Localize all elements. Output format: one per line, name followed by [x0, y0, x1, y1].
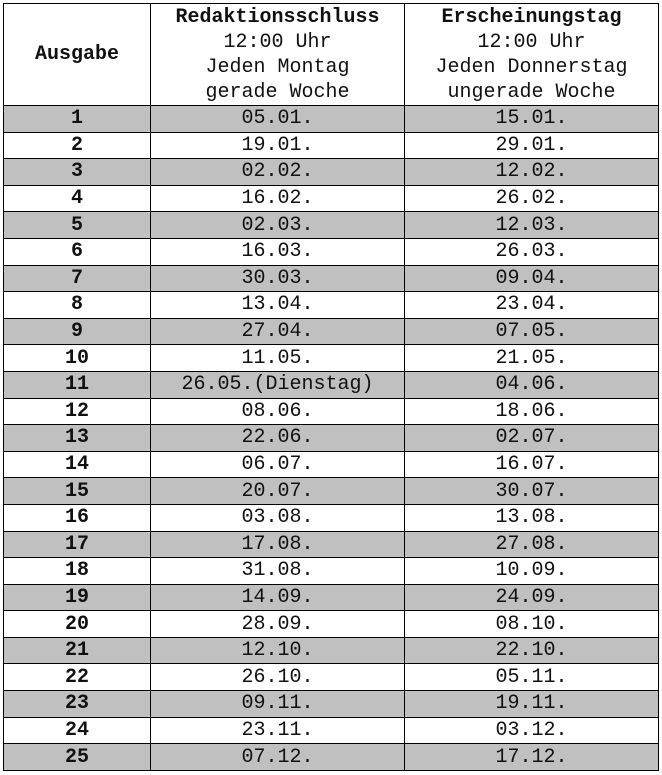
release-date-cell: 09.04.	[405, 265, 659, 292]
release-date-cell: 30.07.	[405, 478, 659, 505]
release-date-cell: 08.10.	[405, 611, 659, 638]
table-row	[4, 371, 659, 398]
issue-number-cell: 25	[4, 744, 151, 771]
deadline-cell: 20.07.	[151, 478, 405, 505]
release-date-cell: 27.08.	[405, 531, 659, 558]
release-date-cell: 13.08.	[405, 504, 659, 531]
deadline-cell: 19.01.	[151, 132, 405, 159]
table-row	[4, 159, 659, 186]
table-row	[4, 691, 659, 718]
issue-number-cell: 20	[4, 611, 151, 638]
table-row	[4, 398, 659, 425]
release-date-cell: 04.06.	[405, 371, 659, 398]
release-date-cell: 26.03.	[405, 238, 659, 265]
header-ausgabe	[4, 4, 151, 106]
issue-number-cell: 6	[4, 238, 151, 265]
release-date-cell: 29.01.	[405, 132, 659, 159]
release-date-cell: 24.09.	[405, 584, 659, 611]
release-date-cell: 19.11.	[405, 691, 659, 718]
deadline-cell: 26.05.(Dienstag)	[151, 371, 405, 398]
deadline-cell: 03.08.	[151, 504, 405, 531]
release-date-cell: 23.04.	[405, 292, 659, 319]
header-erscheinungstag-title: Erscheinungstag	[441, 5, 622, 29]
table-row	[4, 717, 659, 744]
deadline-cell: 16.02.	[151, 185, 405, 212]
header-redaktionsschluss-time: 12:00 Uhr	[223, 30, 332, 54]
deadline-cell: 12.10.	[151, 637, 405, 664]
table-row	[4, 611, 659, 638]
deadline-cell: 11.05.	[151, 345, 405, 372]
table-row	[4, 478, 659, 505]
release-date-cell: 16.07.	[405, 451, 659, 478]
deadline-cell: 27.04.	[151, 318, 405, 345]
deadline-cell: 31.08.	[151, 558, 405, 585]
header-row	[4, 4, 659, 106]
release-date-cell: 02.07.	[405, 425, 659, 452]
deadline-cell: 17.08.	[151, 531, 405, 558]
release-date-cell: 03.12.	[405, 717, 659, 744]
deadline-cell: 13.04.	[151, 292, 405, 319]
issue-number-cell: 23	[4, 691, 151, 718]
release-date-cell: 17.12.	[405, 744, 659, 771]
issue-number-cell: 15	[4, 478, 151, 505]
table-row	[4, 558, 659, 585]
deadline-cell: 09.11.	[151, 691, 405, 718]
issue-number-cell: 11	[4, 371, 151, 398]
release-date-cell: 05.11.	[405, 664, 659, 691]
deadline-cell: 26.10.	[151, 664, 405, 691]
deadline-cell: 30.03.	[151, 265, 405, 292]
deadline-cell: 08.06.	[151, 398, 405, 425]
issue-number-cell: 10	[4, 345, 151, 372]
issue-number-cell: 3	[4, 159, 151, 186]
issue-number-cell: 4	[4, 185, 151, 212]
release-date-cell: 12.02.	[405, 159, 659, 186]
table-row	[4, 238, 659, 265]
deadline-cell: 28.09.	[151, 611, 405, 638]
issue-number-cell: 12	[4, 398, 151, 425]
table-row	[4, 584, 659, 611]
table-row	[4, 318, 659, 345]
release-date-cell: 10.09.	[405, 558, 659, 585]
schedule-body	[4, 106, 659, 771]
table-row	[4, 504, 659, 531]
issue-number-cell: 21	[4, 637, 151, 664]
header-erscheinungstag-time: 12:00 Uhr	[477, 30, 586, 54]
deadline-cell: 14.09.	[151, 584, 405, 611]
deadline-cell: 23.11.	[151, 717, 405, 744]
release-date-cell: 15.01.	[405, 106, 659, 133]
issue-number-cell: 14	[4, 451, 151, 478]
issue-number-cell: 8	[4, 292, 151, 319]
release-date-cell: 07.05.	[405, 318, 659, 345]
table-row	[4, 132, 659, 159]
header-redaktionsschluss-day: Jeden Montag	[205, 55, 350, 79]
table-row	[4, 531, 659, 558]
deadline-cell: 07.12.	[151, 744, 405, 771]
release-date-cell: 26.02.	[405, 185, 659, 212]
table-row	[4, 345, 659, 372]
table-row	[4, 425, 659, 452]
issue-number-cell: 16	[4, 504, 151, 531]
header-redaktionsschluss-title: Redaktionsschluss	[175, 5, 380, 29]
table-row	[4, 185, 659, 212]
issue-number-cell: 18	[4, 558, 151, 585]
publication-schedule-table	[3, 3, 659, 771]
deadline-cell: 16.03.	[151, 238, 405, 265]
table-row	[4, 265, 659, 292]
issue-number-cell: 2	[4, 132, 151, 159]
issue-number-cell: 1	[4, 106, 151, 133]
issue-number-cell: 19	[4, 584, 151, 611]
issue-number-cell: 13	[4, 425, 151, 452]
deadline-cell: 05.01.	[151, 106, 405, 133]
issue-number-cell: 5	[4, 212, 151, 239]
deadline-cell: 06.07.	[151, 451, 405, 478]
deadline-cell: 02.03.	[151, 212, 405, 239]
issue-number-cell: 17	[4, 531, 151, 558]
release-date-cell: 22.10.	[405, 637, 659, 664]
release-date-cell: 21.05.	[405, 345, 659, 372]
issue-number-cell: 9	[4, 318, 151, 345]
release-date-cell: 18.06.	[405, 398, 659, 425]
table-row	[4, 637, 659, 664]
table-row	[4, 212, 659, 239]
header-erscheinungstag-week: ungerade Woche	[447, 80, 616, 104]
deadline-cell: 02.02.	[151, 159, 405, 186]
issue-number-cell: 7	[4, 265, 151, 292]
header-redaktionsschluss-week: gerade Woche	[205, 80, 350, 104]
table-row	[4, 451, 659, 478]
table-row	[4, 744, 659, 771]
header-erscheinungstag	[405, 4, 659, 106]
deadline-cell: 22.06.	[151, 425, 405, 452]
table-row	[4, 106, 659, 133]
table-row	[4, 664, 659, 691]
header-erscheinungstag-day: Jeden Donnerstag	[435, 55, 628, 79]
issue-number-cell: 22	[4, 664, 151, 691]
release-date-cell: 12.03.	[405, 212, 659, 239]
table-row	[4, 292, 659, 319]
header-redaktionsschluss	[151, 4, 405, 106]
header-ausgabe-label: Ausgabe	[34, 43, 119, 66]
issue-number-cell: 24	[4, 717, 151, 744]
